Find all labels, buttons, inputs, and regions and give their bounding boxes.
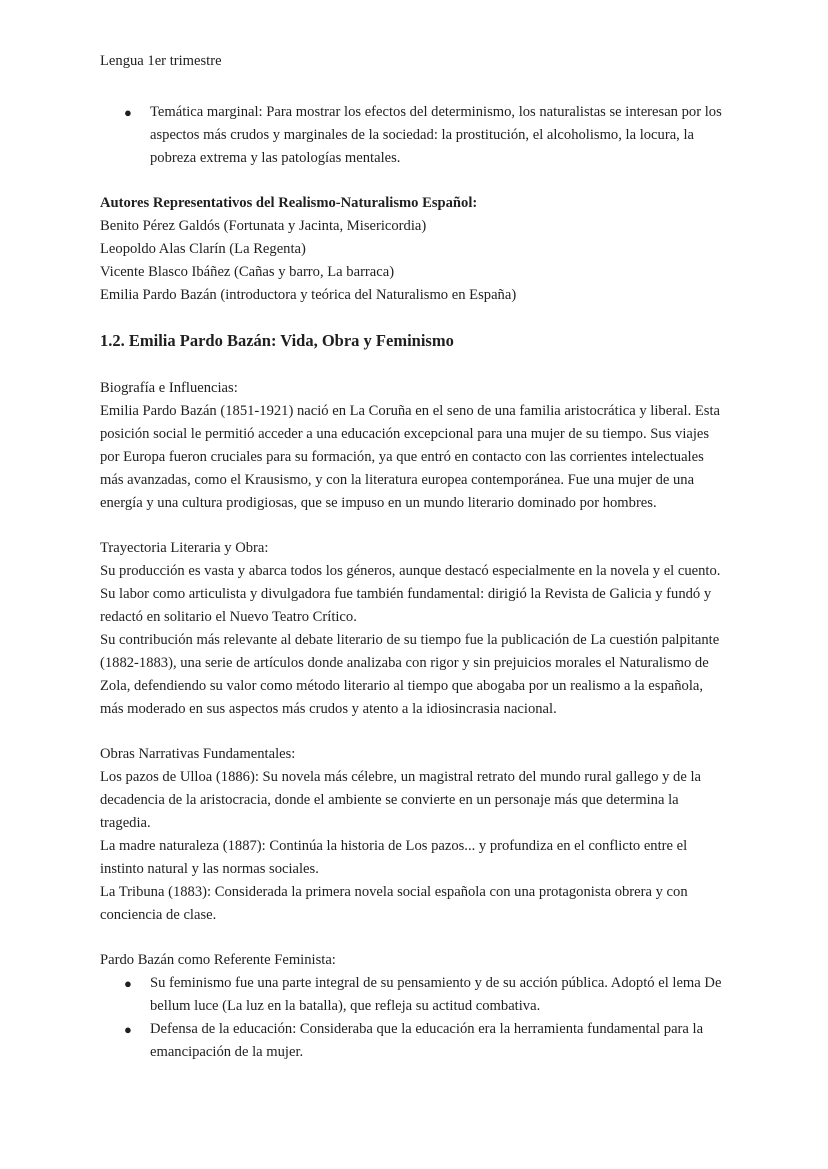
author-line: Leopoldo Alas Clarín (La Regenta): [100, 241, 306, 257]
obra-line: La Tribuna (1883): Considerada la primera novela social española con una protagonista obrera y con conciencia de clase.: [100, 884, 688, 923]
bullet-item: [100, 1018, 730, 1064]
author-line: Emilia Pardo Bazán (introductora y teórica del Naturalismo en España): [100, 287, 517, 303]
trayectoria-paragraph: Su producción es vasta y abarca todos los géneros, aunque destacó especialmente en la novela y el cuento. Su labor como articulista y divulgadora fue también fundamental: dirigió la Revista de Galicia y fundó y redactó en solitario el Nuevo Teatro Crítico.: [100, 563, 721, 625]
biografia-heading: Biografía e Influencias:: [100, 380, 238, 396]
feminismo-heading: Pardo Bazán como Referente Feminista:: [100, 952, 336, 968]
bullet-item: [100, 101, 730, 170]
bullet-icon: ●: [124, 105, 132, 120]
author-line: Vicente Blasco Ibáñez (Cañas y barro, La barraca): [100, 264, 395, 280]
bullet-icon: ●: [124, 1022, 132, 1037]
authors-heading: Autores Representativos del Realismo-Naturalismo Español:: [100, 195, 478, 211]
bullet-text: Su feminismo fue una parte integral de su pensamiento y de su acción pública. Adoptó el lema De bellum luce (La luz en la batalla), que refleja su actitud combativa.: [150, 975, 722, 1014]
section-title: 1.2. Emilia Pardo Bazán: Vida, Obra y Feminismo: [100, 331, 454, 350]
bullet-text: Temática marginal: Para mostrar los efectos del determinismo, los naturalistas se interesan por los aspectos más crudos y marginales de la sociedad: la prostitución, el alcoholismo, la locura, la pobreza extrema y las patologías mentales.: [150, 104, 722, 166]
trayectoria-paragraph: Su contribución más relevante al debate literario de su tiempo fue la publicación de La cuestión palpitante (1882-1883), una serie de artículos donde analizaba con rigor y sin prejuicios morales el Naturalismo de Zola, defendiendo su valor como método literario al tiempo que abogaba por un realismo a la española, más moderado en sus aspectos más crudos y atento a la idiosincrasia nacional.: [100, 632, 720, 717]
page-header: Lengua 1er trimestre: [100, 53, 222, 69]
author-line: Benito Pérez Galdós (Fortunata y Jacinta, Misericordia): [100, 218, 427, 234]
bullet-text: Defensa de la educación: Consideraba que la educación era la herramienta fundamental para la emancipación de la mujer.: [150, 1021, 704, 1060]
trayectoria-heading: Trayectoria Literaria y Obra:: [100, 540, 269, 556]
feminismo-bullet-list: [100, 972, 730, 1064]
obra-line: La madre naturaleza (1887): Continúa la historia de Los pazos... y profundiza en el conflicto entre el instinto natural y las normas sociales.: [100, 838, 688, 877]
bullet-icon: ●: [124, 976, 132, 991]
intro-bullet-list: [100, 101, 730, 170]
document-page: [100, 50, 730, 1064]
obras-heading: Obras Narrativas Fundamentales:: [100, 746, 296, 762]
obra-line: Los pazos de Ulloa (1886): Su novela más célebre, un magistral retrato del mundo rural gallego y de la decadencia de la aristocracia, donde el ambiente se convierte en un personaje más que determina la tragedia.: [100, 769, 701, 831]
biografia-text: Emilia Pardo Bazán (1851-1921) nació en La Coruña en el seno de una familia aristocrática y liberal. Esta posición social le permitió acceder a una educación excepcional para una mujer de su tiempo. Sus viajes por Europa fueron cruciales para su formación, ya que entró en contacto con las corrientes intelectuales más avanzadas, como el Krausismo, y con la literatura europea contemporánea. Fue una mujer de una energía y una cultura prodigiosas, que se impuso en un mundo literario dominado por hombres.: [100, 403, 721, 511]
bullet-item: [100, 972, 730, 1018]
